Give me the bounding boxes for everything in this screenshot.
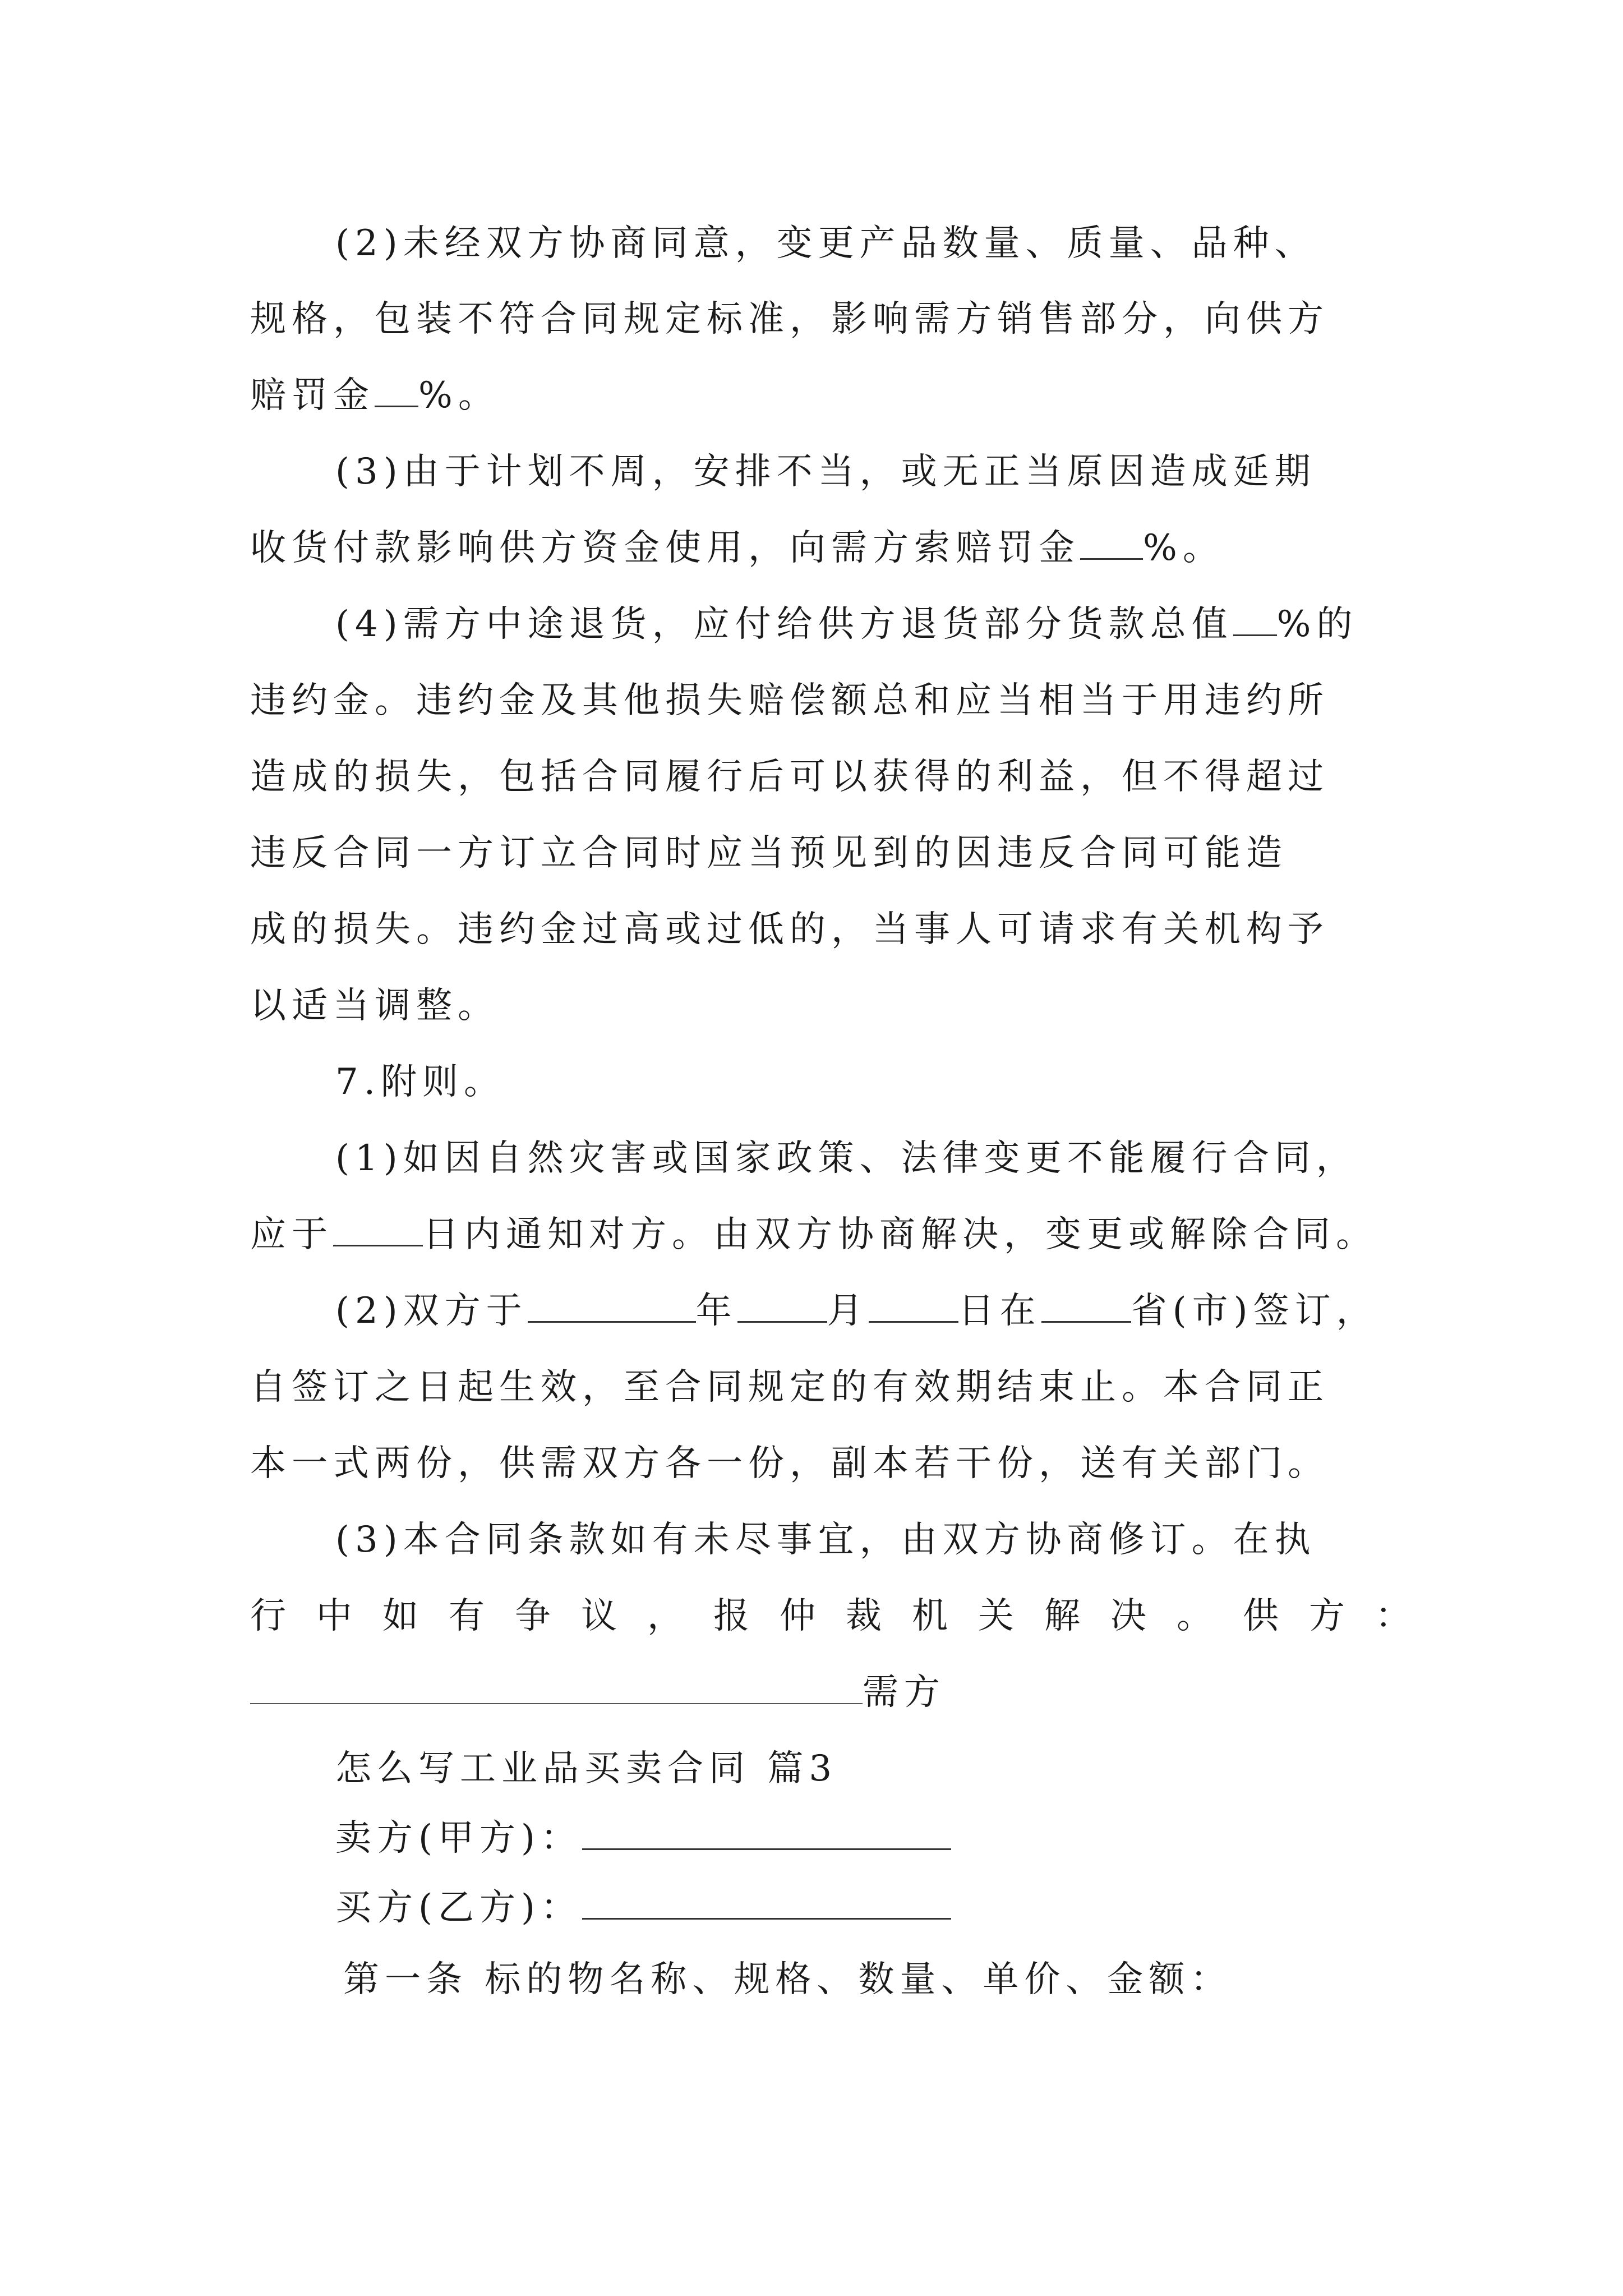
fill-blank-day: [869, 1290, 958, 1323]
text: 省(市)签订，: [1131, 1290, 1378, 1332]
clause-2-line-2: [250, 294, 1329, 344]
rule-1-line-1: [335, 1133, 1358, 1184]
signature-blank: [250, 1672, 863, 1704]
contract-3-title: [335, 1743, 837, 1794]
clause-4-line-2: [250, 675, 1329, 726]
rule-2-line-2: [250, 1362, 1329, 1412]
text: 日在: [958, 1290, 1041, 1332]
text: (2)未经双方协商同意，变更产品数量、质量、品种、: [335, 223, 1316, 264]
clause-3-line-1: [335, 447, 1316, 497]
text: (4)需方中途退货，应付给供方退货部分货款总值: [335, 604, 1233, 645]
clause-2-line-3: [250, 370, 500, 421]
text: 日内通知对方。由双方协商解决，变更或解除合同。: [423, 1214, 1377, 1255]
text: 违反合同一方订立合同时应当预见到的因违反合同可能造: [250, 832, 1288, 874]
clause-4-line-4: [250, 828, 1288, 878]
text: %。: [1143, 527, 1224, 569]
text: 本一式两份，供需双方各一份，副本若干份，送有关部门。: [250, 1443, 1329, 1484]
text: 收货付款影响供方资金使用，向需方索赔罚金: [250, 527, 1080, 569]
fill-blank: [375, 374, 418, 407]
text: 应于: [250, 1214, 333, 1255]
fill-blank: [1233, 603, 1277, 636]
text: 需方: [863, 1672, 946, 1713]
text: 成的损失。违约金过高或过低的，当事人可请求有关机构予: [250, 909, 1329, 950]
buyer-blank: [582, 1887, 951, 1920]
fill-blank: [333, 1213, 423, 1246]
clause-3-line-2: [250, 523, 1224, 573]
fill-blank-province: [1041, 1290, 1131, 1323]
clause-4-line-6: [250, 981, 499, 1031]
seller-blank: [582, 1817, 951, 1850]
text: 以适当调整。: [250, 985, 499, 1027]
text: 怎么写工业品买卖合同 篇3: [335, 1748, 838, 1789]
text: 年: [695, 1290, 737, 1332]
rule-3-line-2: [250, 1591, 1441, 1641]
text: 行中如有争议，报仲裁机关解决。供方：: [250, 1595, 1441, 1637]
text: 第一条 标的物名称、规格、数量、单价、金额：: [343, 1959, 1232, 2000]
clause-2-line-1: [335, 218, 1316, 269]
text: 规格，包装不符合同规定标准，影响需方销售部分，向供方: [250, 298, 1329, 340]
text: 赔罚金: [250, 375, 375, 416]
section-7-heading: [335, 1057, 505, 1107]
text: (2)双方于: [335, 1290, 528, 1332]
text: (3)本合同条款如有未尽事宜，由双方协商修订。在执: [335, 1519, 1316, 1561]
text: 造成的损失，包括合同履行后可以获得的利益，但不得超过: [250, 756, 1329, 798]
text: 自签订之日起生效，至合同规定的有效期结束止。本合同正: [250, 1366, 1329, 1408]
rule-3-line-1: [335, 1515, 1316, 1565]
text: %。: [418, 375, 500, 416]
fill-blank-month: [737, 1290, 827, 1323]
article-1-heading: [343, 1954, 1232, 2005]
rule-2-line-1: [335, 1286, 1378, 1336]
fill-blank: [1080, 527, 1143, 560]
text: (3)由于计划不周，安排不当，或无正当原因造成延期: [335, 451, 1316, 493]
buyer-line: [335, 1883, 951, 1933]
text: (1)如因自然灾害或国家政策、法律变更不能履行合同，: [335, 1138, 1358, 1179]
seller-line: [335, 1813, 951, 1864]
rule-3-line-3: [250, 1667, 946, 1718]
text: 违约金。违约金及其他损失赔偿额总和应当相当于用违约所: [250, 680, 1329, 721]
text: 月: [827, 1290, 869, 1332]
text: 买方(乙方)：: [335, 1887, 582, 1929]
rule-2-line-3: [250, 1438, 1329, 1489]
text: 7.附则。: [335, 1061, 506, 1103]
text: %的: [1276, 604, 1358, 645]
fill-blank-year: [528, 1290, 696, 1323]
rule-1-line-2: [250, 1209, 1377, 1260]
text: 卖方(甲方)：: [335, 1818, 582, 1859]
clause-4-line-3: [250, 752, 1329, 802]
clause-4-line-5: [250, 904, 1329, 955]
clause-4-line-1: [335, 599, 1358, 650]
